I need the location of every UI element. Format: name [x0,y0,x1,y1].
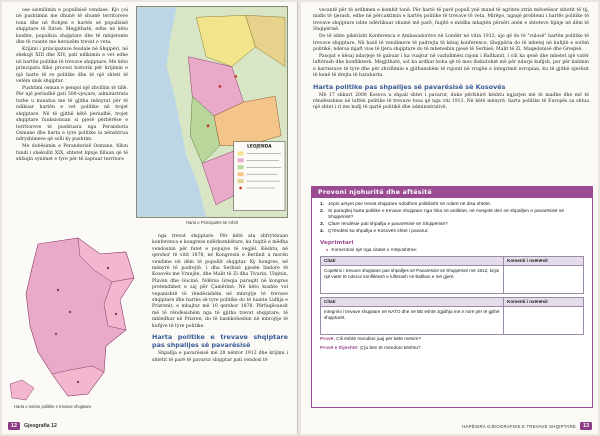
column-header: Komenti i nxënësit [504,257,584,266]
right-top-text [313,8,589,112]
paragraph: ose asimilimin e popullsisë vendase. Kjo çoi në pushtimin me dhunë të shumë territoreve tona dhe në ftohjen e hartës së popullsisë shqiptare të Ilirisë. Megjithatë, edhe në këto kushte, popullsia shqiptare dhe të mbijetonte dhe të ruante me heroizëm trevat e veta. [16,8,128,46]
table-header-row [321,257,584,266]
paragraph: vecantë për të ardhmen e kombit tonë. Për hartë të parë popull ynë mund të ngrinte xtrin mëvetësor shtetit të tij, midis të tjerash, edhe në përcaktimin e hartës politike të trevave të veta. Mirëpo, ngaqë problemi i hartës politike të trevave shqiptare ishte ndërlikuar shumë më parë, fuqitë e mëdha mbajtën përsëri anën e shteteve fqinje në dëm të Shqipërisë. [313,8,589,33]
paragraph: Më 17 shkurt 2008 Kosova u shpall shtet i pavarur, duke përfshirë kështu ngjarjen më të madhe dhe më të rëndësishme në luftën politike të trevave tona që nga viti 1912. Në këtë mënyrë, harta politike të Europës sa shtua një shtet i ri me kufij të qartë politikë dhe administrativë. [313,92,589,111]
territories-map-caption: Harta e sotme politike e trevave shqiptare [14,404,92,409]
table-row [321,307,584,335]
table-row [321,266,584,294]
albanian-territories-map [8,234,146,410]
book-title: Gjeografia 12 [24,423,57,429]
map-legend-title: LEGJENDA [247,144,272,150]
paragraph: Shpallja e pavarësisë më 28 nëntor 1912 dhe krijimi i shtetit të parë të pavarur shqiptar pati vendosi të [152,351,288,363]
section-heading: Harta politike pas shpalljes së pavarësisë së Kosovës [313,82,506,91]
activity-subheading: Veprimtari [320,239,354,246]
page-number: 12 [8,422,20,430]
left-column-text [16,8,128,164]
left-column-2-text [152,234,288,365]
left-page-footer [8,421,61,431]
textbook-spread [2,2,598,434]
principality-map-image [136,6,288,218]
exercise-title: Provoni njohuritë dhe aftësitë [318,189,433,196]
question-list [320,202,584,236]
paragraph: Do të ishte pikërisht Konferenca e Ambasadorëve në Londër në vitin 1913, ajo që do të "vulosë" hartën politike të trevave shqiptare. Në bazë të vendimeve të padrejta të kësaj konference, Shqipëria do të mbetej në kufijtë e sotëm politikë, ndërsa mjaft vise të tjera shqiptare do të mbeteshin pjesë të Serbisë, Malit të Zi, Maqedonisë dhe Greqisë. [313,34,589,53]
list-item: 1. Jepni arsyet pse trevat shqiptare ndodhen politikisht në ndarë në disa shtete. [320,202,492,207]
exercise-box [311,186,593,408]
chapter-title: HAPËSIRA GJEOGRAFIKE E TREVAVE SHQIPTARE [462,423,576,429]
paragraph: Pushtimi osman e pengoi një zhvillim të tillë. Për një periudhë gati 500-vjeçare, administrata turke u mundua me të gjitha mënyrat për të ndikuar hartën e vet politike në trojet shqiptare. Në të gjithë këtë periudhë, trojet shqiptare funksionuan si pjesë përbërëse e territoreve të pushtuara nga Perandoria Osmane dhe harta e tyre politike iu nënshtrua ndryshimeve që solli ky pushtim. [16,86,128,143]
comment-cell[interactable] [504,307,584,335]
page-number: 13 [580,422,592,430]
list-item: 2. Si paraqitej harta politike e trevave shqiptare nga Iliria në antikitet, në mesjetë deri në shpalljen e pavarësisë së Shqipërisë? [320,208,564,221]
activity-instruction: ● Komentoni një nga citatet e mëposhtme: [326,247,584,255]
citation-cell: Copëtimi i trevave shqiptare pas shpalljes së Pavarësisë së Shqipërisë më 1912, krijoi një vatër të ndezur konfliktesh e luftërash në Ballkan e më gjerë. [321,266,504,294]
exercise-body [312,198,592,352]
left-page [2,2,298,434]
section-heading: Harta politike e trevave shqiptare pas shpalljes së pavarësisë [152,333,288,350]
comment-cell[interactable] [504,266,584,294]
table-header-row [321,298,584,307]
right-page-footer [458,421,592,431]
column-header: Komenti i nxënësit [504,298,584,307]
principality-map-caption: Harta e Principatës së Arbrit [185,220,239,225]
paragraph: Me dobësimin e Perandorisë Osmane, fillon fundi i shekullit XIX, shtetet fqinje filluan që të shfaqin synimet e tyre për të zaptuar territore [16,144,128,163]
citation-table [320,297,584,335]
reflection-question: Provë: Cili është mendimi juaj për këtë mësim? [320,337,422,343]
paragraph: nga trevat shqiptare. Për këtë ata shfrytëzuan konferenca e kongrese ndërkombëtare, ku fuqitë e mëdha vendosnin për fatet e popujve të vegjël. Kështu, në qershor të vitit 1878, në Kongresin e Berlinit u morën vendime në dëm të popullit shqiptar. Ky kongres, në mënyrë të padrejtë, i dha Serbisë pjesën lindore të Kosovës me Vranjën, dhe Malit të Zi dha Tivarin, Ulqinin, Plavën dhe Gucinë. Ndërsa Greqia paraqiti në kongres pretendimet e saj për Çamërinë. Në këto kushte vol vepanishtë të rëndësishëm në mbrojtje të trevave shqiptare dhe hartës së tyre politike do të luante Lidhja e Prizrenit, e mbajtur më 10 qershor 1878. Përfaqësuesit më të rëndësishëm nga të gjitha trevat shqiptare, të mbledhur në Prizren, do të bashkoheshin në mbrojtje të kufijve të tyre politike. [152,234,288,329]
list-item: 3. Çfarë rëndësie pati shpallja e pavarësisë së Shqipërisë? [320,222,448,228]
albanian-territories-map-image [8,234,146,402]
column-header: Citati [321,257,504,266]
citation-cell: Integrimi i trevave shqiptare në NATO dhe në BE është zgjidhja më e mirë për të gjithë shqiptarët. [321,307,504,335]
principality-map [136,6,288,228]
reflection-prompt: Provë e thjeshtë: Ç'ju bën të mendoni kështu? [320,345,421,351]
citation-table [320,256,584,294]
exercise-title-bar [312,187,592,198]
right-page [301,2,598,434]
paragraph: Krijimi i principatave feudale në Shqipëri, në shekujt XIII dhe XIV, pati ndikimin e vet edhe në hartën politike të trevave shqiptare. Me këto principata filloi procesi historik për krijimin e një harte të re politike dhe të një shteti të vetëm unik shqiptar. [16,47,128,85]
list-item: 4. Ç'rëndësi ka shpallja e Kosovës shtet i pavarur. [320,229,429,235]
paragraph: Pasojat e kësaj ndarjeje të gabuar i ka vuajtur në vazhdimësi rajoni i Ballkanit, i cili ka qenë dhe mbetet një vatër luftërash dhe konfliktesh. Megjithatë, sot ka ardhur koha që të mos diskutohet më për ndarje kufijsh, por për kalimin e barrierave të tyre dhe për zhvillimin e gjithanshëm të rajonit në rrugën e integrimit evropian, ku të gjithë njerëzit të kenë të drejta të barabarta. [313,54,589,79]
column-header: Citati [321,298,504,307]
